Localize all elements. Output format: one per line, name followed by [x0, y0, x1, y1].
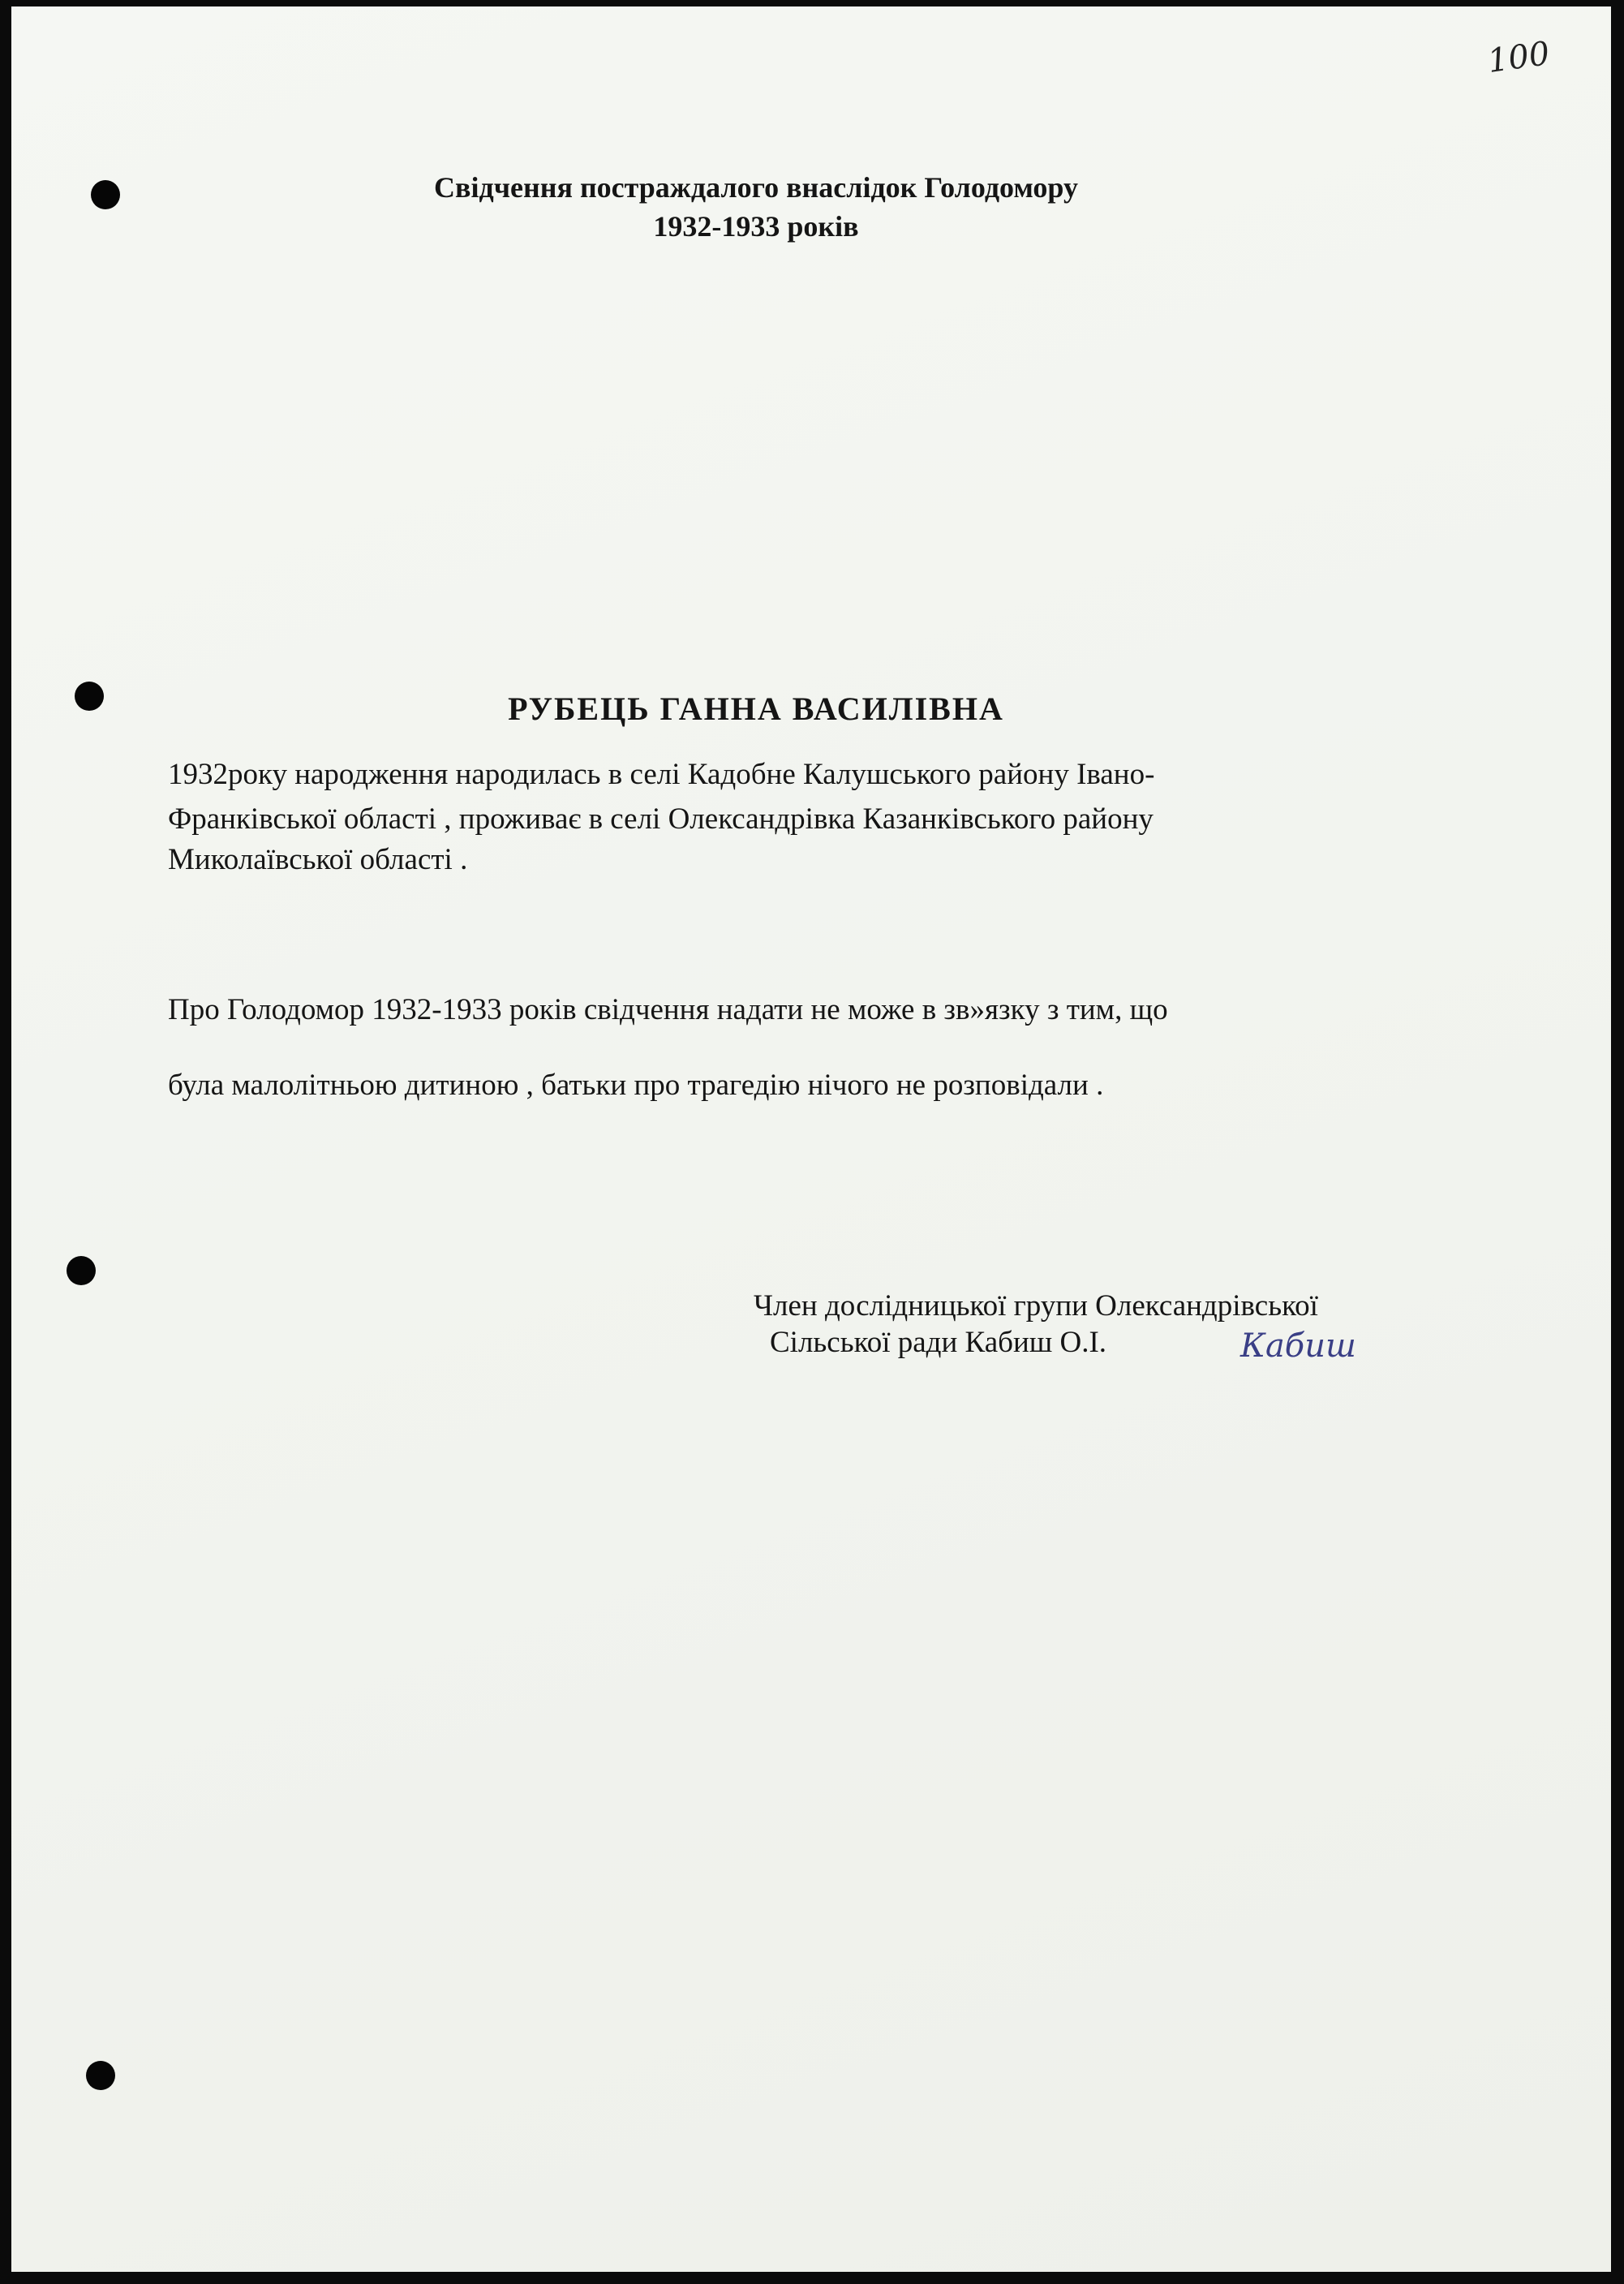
bio-line: 1932року народження народилась в селі Кадобне Калушського району Івано-: [168, 758, 1155, 791]
punch-hole: [86, 2061, 115, 2090]
punch-hole: [67, 1256, 96, 1285]
bio-line: Франківської області , проживає в селі Олександрівка Казанківського району: [168, 802, 1154, 836]
handwritten-page-number: 100: [1485, 34, 1553, 81]
bio-line: Миколаївської області .: [168, 843, 468, 876]
document-title: Свідчення постраждалого внаслідок Голодомору: [434, 171, 1078, 204]
testimony-line: Про Голодомор 1932-1933 років свідчення надати не може в зв»язку з тим, що: [168, 993, 1168, 1026]
handwritten-signature: Кабиш: [1240, 1327, 1356, 1365]
signature-line: Член дослідницької групи Олександрівської: [754, 1289, 1318, 1323]
signature-line: Сільської ради Кабиш О.І.: [770, 1326, 1107, 1359]
person-name-heading: РУБЕЦЬ ГАННА ВАСИЛІВНА: [508, 690, 1004, 727]
testimony-line: була малолітньою дитиною , батьки про трагедію нічого не розповідали .: [168, 1069, 1104, 1102]
document-page: [11, 6, 1611, 2272]
document-subtitle: 1932-1933 років: [653, 210, 859, 243]
